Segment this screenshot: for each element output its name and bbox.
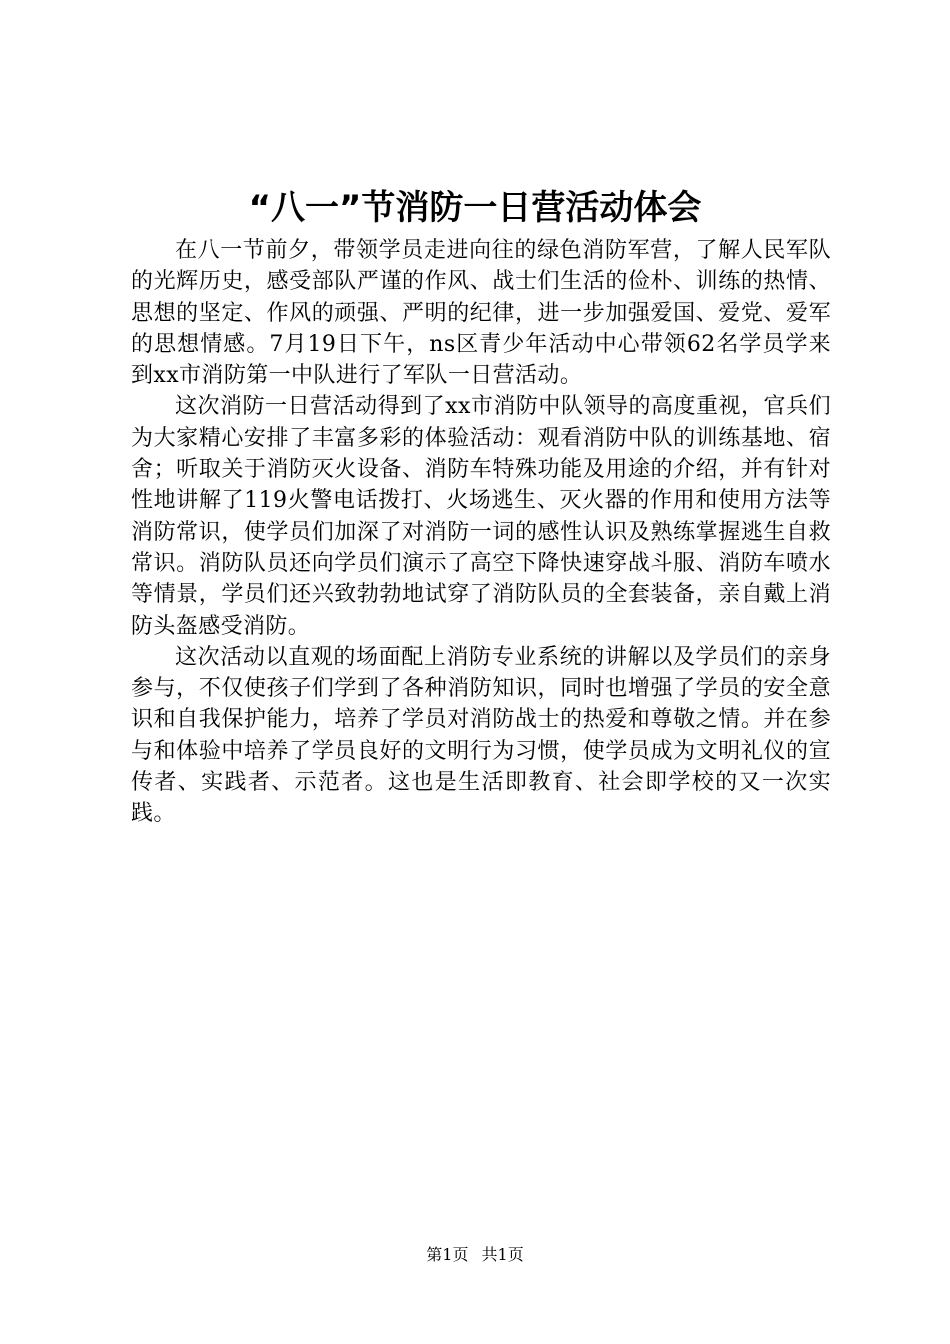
paragraph-1: 在八一节前夕，带领学员走进向往的绿色消防军营，了解人民军队的光辉历史，感受部队严谨的作风、战士们生活的俭朴、训练的热情、思想的坚定、作风的顽强、严明的纪律，进一步加强爱国、爱党、爱军的思想情感。7月19日下午，ns区青少年活动中心带领62名学员学来到xx市消防第一中队进行了军队一日营活动。 (131, 238, 831, 389)
page-total: 共1页 (481, 1245, 524, 1264)
document-title: “八一”节消防一日营活动体会 (248, 188, 702, 228)
page-footer (0, 1244, 950, 1266)
paragraph-2: 这次消防一日营活动得到了xx市消防中队领导的高度重视，官兵们为大家精心安排了丰富多彩的体验活动：观看消防中队的训练基地、宿舍；听取关于消防灭火设备、消防车特殊功能及用途的介绍，并有针对性地讲解了119火警电话拨打、火场逃生、灭火器的作用和使用方法等消防常识，使学员们加深了对消防一词的感性认识及熟练掌握逃生自救常识。消防队员还向学员们演示了高空下降快速穿战斗服、消防车喷水等情景，学员们还兴致勃勃地试穿了消防队员的全套装备，亲自戴上消防头盔感受消防。 (131, 394, 831, 639)
page-number: 第1页 (426, 1245, 469, 1264)
paragraph-3: 这次活动以直观的场面配上消防专业系统的讲解以及学员们的亲身参与，不仅使孩子们学到了各种消防知识，同时也增强了学员的安全意识和自我保护能力，培养了学员对消防战士的热爱和尊敬之情。并在参与和体验中培养了学员良好的文明行为习惯，使学员成为文明礼仪的宣传者、实践者、示范者。这也是生活即教育、社会即学校的又一次实践。 (131, 644, 831, 827)
document-body (131, 235, 831, 830)
